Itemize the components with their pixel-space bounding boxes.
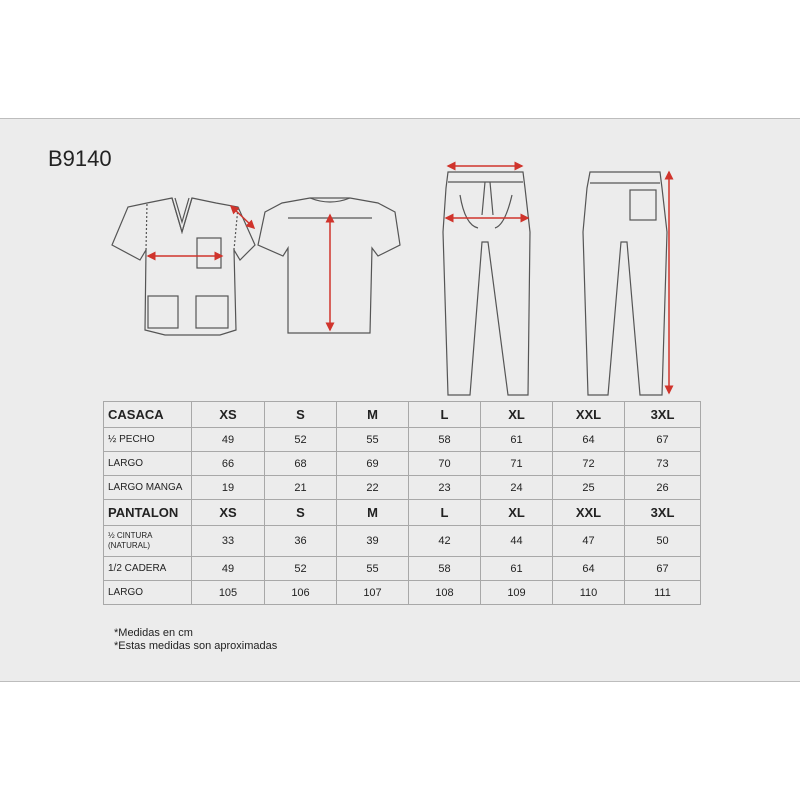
table-cell: 67 bbox=[625, 557, 701, 581]
casaca-header-row bbox=[104, 402, 701, 428]
row-label-line: (NATURAL) bbox=[108, 541, 151, 550]
table-cell: 64 bbox=[553, 557, 625, 581]
table-cell: 111 bbox=[625, 581, 701, 605]
table-cell: 42 bbox=[409, 526, 481, 557]
table-cell: 107 bbox=[337, 581, 409, 605]
table-cell: 108 bbox=[409, 581, 481, 605]
table-row bbox=[104, 428, 701, 452]
pantalon-header-row bbox=[104, 500, 701, 526]
size-header: XL bbox=[481, 500, 553, 526]
table-row bbox=[104, 452, 701, 476]
note-line: *Estas medidas son aproximadas bbox=[114, 640, 278, 652]
size-header: XS bbox=[192, 402, 265, 428]
table-cell: 105 bbox=[192, 581, 265, 605]
size-header: S bbox=[265, 500, 337, 526]
table-row bbox=[104, 557, 701, 581]
table-cell: 61 bbox=[481, 428, 553, 452]
pants-front-drawing bbox=[443, 172, 530, 395]
table-cell: 55 bbox=[337, 428, 409, 452]
table-cell: 68 bbox=[265, 452, 337, 476]
top-front-drawing bbox=[112, 198, 255, 335]
size-header: 3XL bbox=[625, 402, 701, 428]
size-header: L bbox=[409, 402, 481, 428]
table-cell: 73 bbox=[625, 452, 701, 476]
row-label: LARGO bbox=[104, 452, 192, 476]
size-header: XS bbox=[192, 500, 265, 526]
table-cell: 23 bbox=[409, 476, 481, 500]
size-header: XXL bbox=[553, 402, 625, 428]
table-cell: 61 bbox=[481, 557, 553, 581]
table-cell: 110 bbox=[553, 581, 625, 605]
table-cell: 36 bbox=[265, 526, 337, 557]
table-cell: 69 bbox=[337, 452, 409, 476]
pantalon-title: PANTALON bbox=[104, 500, 192, 526]
size-header: M bbox=[337, 402, 409, 428]
table-cell: 58 bbox=[409, 428, 481, 452]
size-header: M bbox=[337, 500, 409, 526]
row-label: 1/2 CADERA bbox=[104, 557, 192, 581]
table-cell: 58 bbox=[409, 557, 481, 581]
note-line: *Medidas en cm bbox=[114, 627, 193, 639]
size-table bbox=[103, 401, 701, 605]
table-cell: 109 bbox=[481, 581, 553, 605]
table-cell: 39 bbox=[337, 526, 409, 557]
table-cell: 47 bbox=[553, 526, 625, 557]
table-cell: 25 bbox=[553, 476, 625, 500]
table-cell: 55 bbox=[337, 557, 409, 581]
table-cell: 19 bbox=[192, 476, 265, 500]
table-row bbox=[104, 581, 701, 605]
table-cell: 26 bbox=[625, 476, 701, 500]
table-row bbox=[104, 476, 701, 500]
table-cell: 49 bbox=[192, 428, 265, 452]
table-cell: 71 bbox=[481, 452, 553, 476]
row-label: ½ PECHO bbox=[104, 428, 192, 452]
table-cell: 22 bbox=[337, 476, 409, 500]
table-cell: 21 bbox=[265, 476, 337, 500]
table-cell: 70 bbox=[409, 452, 481, 476]
table-cell: 67 bbox=[625, 428, 701, 452]
table-cell: 49 bbox=[192, 557, 265, 581]
table-cell: 24 bbox=[481, 476, 553, 500]
table-cell: 52 bbox=[265, 428, 337, 452]
table-cell: 50 bbox=[625, 526, 701, 557]
row-label: LARGO MANGA bbox=[104, 476, 192, 500]
table-cell: 44 bbox=[481, 526, 553, 557]
casaca-title: CASACA bbox=[104, 402, 192, 428]
table-cell: 33 bbox=[192, 526, 265, 557]
size-header: 3XL bbox=[625, 500, 701, 526]
table-cell: 72 bbox=[553, 452, 625, 476]
table-cell: 52 bbox=[265, 557, 337, 581]
row-label-line: ½ CINTURA bbox=[108, 531, 153, 540]
table-cell: 66 bbox=[192, 452, 265, 476]
size-header: XXL bbox=[553, 500, 625, 526]
size-header: S bbox=[265, 402, 337, 428]
notes bbox=[114, 627, 277, 653]
row-label bbox=[104, 526, 192, 557]
product-code: B9140 bbox=[48, 146, 112, 171]
table-row bbox=[104, 526, 701, 557]
pants-back-drawing bbox=[583, 172, 667, 395]
top-back-drawing bbox=[258, 198, 400, 333]
table-cell: 64 bbox=[553, 428, 625, 452]
row-label: LARGO bbox=[104, 581, 192, 605]
size-header: L bbox=[409, 500, 481, 526]
size-header: XL bbox=[481, 402, 553, 428]
table-cell: 106 bbox=[265, 581, 337, 605]
